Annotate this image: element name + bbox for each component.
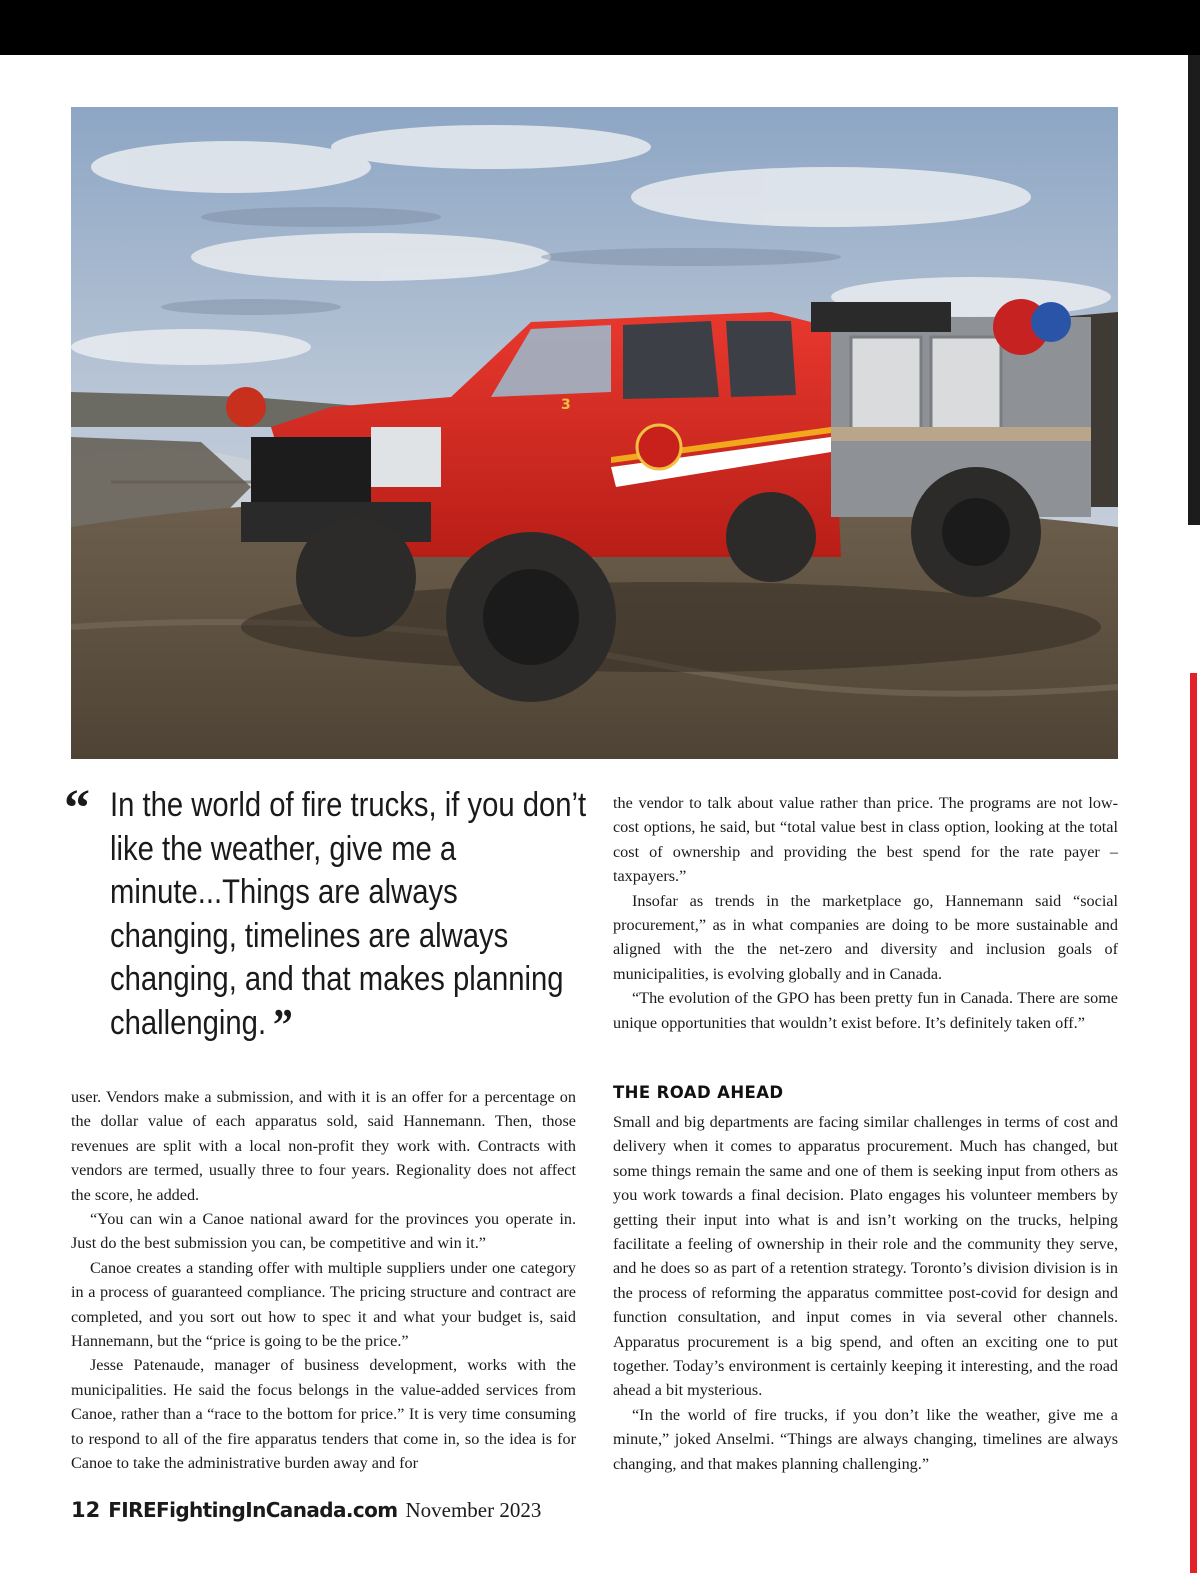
paragraph: user. Vendors make a submission, and with it is an offer for a percentage on the dollar value of each apparatus sold, said Hannemann. Then, those revenues are split with a local non-profit they work with. Contracts with vendors are termed, usually three to four years. Regionality does not affect the score, he added.: [71, 1088, 576, 1204]
paragraph: Small and big departments are facing similar challenges in terms of cost and delivery when it comes to apparatus procurement. Much has changed, but some things remain the same and one of them is seeking input from others as you work towards a final decision. Plato engages his volunteer members by getting their input into what is and isn’t working on the trucks, helping facilitate a feeling of ownership in their role and the community they serve, and he does so as part of a retention strategy. Toronto’s division division is in the process of reforming the apparatus committee post-covid for design and function consultation, and input comes in via several other channels. Apparatus procurement is a big spend, and often an exciting one to put together. Today’s environment is certainly keeping it interesting, and the road ahead a bit mysterious.: [613, 1113, 1118, 1400]
page-footer: [71, 1498, 541, 1523]
paragraph: “You can win a Canoe national award for the provinces you operate in. Just do the best submission you can, be competitive and win it.”: [71, 1210, 576, 1253]
page-edge-gap: [1188, 525, 1200, 675]
pullquote-close-mark: ”: [272, 998, 293, 1050]
top-black-bar: [0, 0, 1200, 55]
paragraph: Canoe creates a standing offer with multiple suppliers under one category in a process of guaranteed compliance. The pricing structure and contract are completed, and you sort out how to spec it and what your budget is, said Hannemann, but the “price is going to be the price.”: [71, 1258, 576, 1351]
paragraph: the vendor to talk about value rather than price. The programs are not low-cost options, he said, but “total value best in class option, looking at the total cost of ownership and providing the best spend for the rate payer – taxpayers.”: [613, 794, 1118, 886]
paragraph: “The evolution of the GPO has been pretty fun in Canada. There are some unique opportunities that wouldn’t exist before. It’s definitely taken off.”: [613, 989, 1118, 1032]
issue-date: November 2023: [405, 1498, 542, 1522]
article-right-column-top: [613, 791, 1118, 1035]
pullquote: [110, 784, 592, 1050]
page-edge-strip: [1188, 55, 1200, 525]
section-heading: THE ROAD AHEAD: [613, 1083, 784, 1102]
article-right-column-bottom: [613, 1110, 1118, 1476]
paragraph: Jesse Patenaude, manager of business development, works with the municipalities. He said the focus belongs in the value-added services from Canoe, rather than a “race to the bottom for price.” It is very time consuming to respond to all of the fire apparatus tenders that come in, so the idea is for Canoe to take the administrative burden away and for: [71, 1356, 576, 1473]
article-left-column: [71, 1085, 576, 1476]
paragraph: “In the world of fire trucks, if you don’t like the weather, give me a minute,” joked Anselmi. “Things are always changing, timelines are always changing, and that makes planning challenging.”: [613, 1405, 1118, 1473]
site-name: FIREFightingInCanada.com: [108, 1498, 398, 1522]
paragraph: Insofar as trends in the marketplace go, Hannemann said “social procurement,” as in what companies are doing to be more sustainable and aligned with the the net-zero and diversity and inclusion goals of municipalities, is evolving globally and in Canada.: [613, 891, 1118, 983]
brush-truck-photo: [71, 107, 1118, 759]
page-number: 12: [71, 1498, 101, 1522]
red-accent-bar: [1190, 673, 1197, 1573]
pullquote-open-mark: “: [64, 780, 90, 837]
truck-number: 3: [561, 397, 571, 413]
pullquote-text: In the world of fire trucks, if you don’t like the weather, give me a minute...Things are always changing, timelines are always changing, and that makes planning challenging.: [110, 786, 587, 1042]
